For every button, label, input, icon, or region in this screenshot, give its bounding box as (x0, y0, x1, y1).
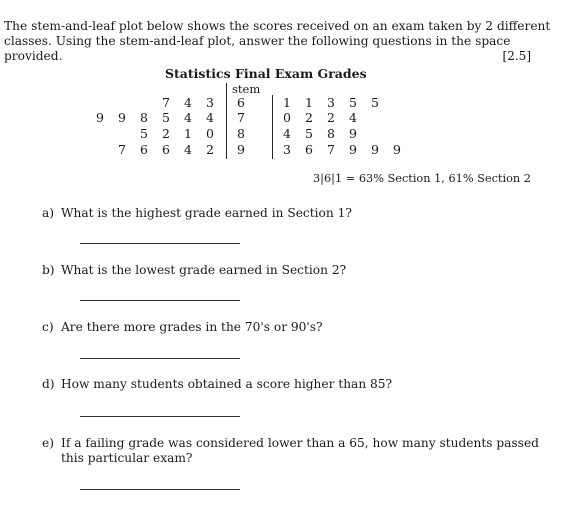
right-leaf: 2 (305, 110, 313, 125)
answer-line-b[interactable] (80, 300, 240, 301)
left-leaf: 4 (184, 95, 192, 110)
stem-value: 8 (237, 126, 245, 141)
question-b (42, 263, 541, 278)
left-leaf: 8 (140, 110, 148, 125)
left-leaf: 0 (206, 126, 214, 141)
answer-line-e[interactable] (80, 489, 240, 490)
question-text: What is the lowest grade earned in Section 2? (61, 263, 347, 277)
question-d (42, 377, 541, 392)
right-leaf: 8 (327, 126, 335, 141)
right-leaf: 6 (305, 142, 313, 157)
left-leaf: 2 (206, 142, 214, 157)
left-leaf: 7 (118, 142, 126, 157)
right-leaf: 9 (371, 142, 379, 157)
question-letter: d) (42, 377, 55, 391)
instructions-paragraph: The stem-and-leaf plot below shows the scores received on an exam taken by 2 different classes. Using the stem-and-leaf plot, answer the following questions in the space provided. (4, 19, 551, 63)
left-leaf: 6 (140, 142, 148, 157)
right-divider-line (272, 95, 273, 159)
right-leaf: 0 (283, 110, 291, 125)
question-text: Are there more grades in the 70's or 90's? (61, 320, 323, 334)
left-leaf: 9 (118, 110, 126, 125)
plot-key: 3|6|1 = 63% Section 1, 61% Section 2 (313, 172, 531, 185)
right-leaf: 9 (393, 142, 401, 157)
right-leaf: 3 (283, 142, 291, 157)
marks-label: [2.5] (502, 49, 531, 63)
right-leaf: 9 (349, 126, 357, 141)
left-leaf: 4 (184, 142, 192, 157)
left-leaf: 1 (184, 126, 192, 141)
left-leaf: 5 (162, 110, 170, 125)
question-c (42, 320, 541, 335)
stem-value: 9 (237, 142, 245, 157)
left-leaf: 9 (96, 110, 104, 125)
right-leaf: 7 (327, 142, 335, 157)
right-leaf: 5 (305, 126, 313, 141)
question-letter: b) (42, 263, 55, 277)
right-leaf: 9 (349, 142, 357, 157)
answer-line-d[interactable] (80, 416, 240, 417)
question-text: What is the highest grade earned in Section 1? (61, 206, 352, 220)
question-letter: c) (42, 320, 54, 334)
left-leaf: 4 (206, 110, 214, 125)
left-leaf: 3 (206, 95, 214, 110)
right-leaf: 4 (349, 110, 357, 125)
right-leaf: 5 (349, 95, 357, 110)
right-leaf: 3 (327, 95, 335, 110)
left-leaf: 5 (140, 126, 148, 141)
question-letter: e) (42, 436, 54, 450)
right-leaf: 2 (327, 110, 335, 125)
right-leaf: 1 (305, 95, 313, 110)
stem-header: stem (232, 82, 261, 96)
question-text: How many students obtained a score higher than 85? (61, 377, 393, 391)
right-leaf: 4 (283, 126, 291, 141)
plot-title: Statistics Final Exam Grades (165, 66, 367, 81)
left-leaf: 6 (162, 142, 170, 157)
left-leaf: 2 (162, 126, 170, 141)
question-letter: a) (42, 206, 55, 220)
answer-line-a[interactable] (80, 243, 240, 244)
left-leaf: 7 (162, 95, 170, 110)
right-leaf: 5 (371, 95, 379, 110)
left-divider-line (226, 83, 227, 159)
stem-value: 7 (237, 110, 245, 125)
question-a (42, 206, 541, 221)
stem-value: 6 (237, 95, 245, 110)
right-leaf: 1 (283, 95, 291, 110)
left-leaf: 4 (184, 110, 192, 125)
question-e (42, 436, 541, 466)
question-text: If a failing grade was considered lower than a 65, how many students passed this particular exam? (61, 436, 539, 465)
answer-line-c[interactable] (80, 358, 240, 359)
